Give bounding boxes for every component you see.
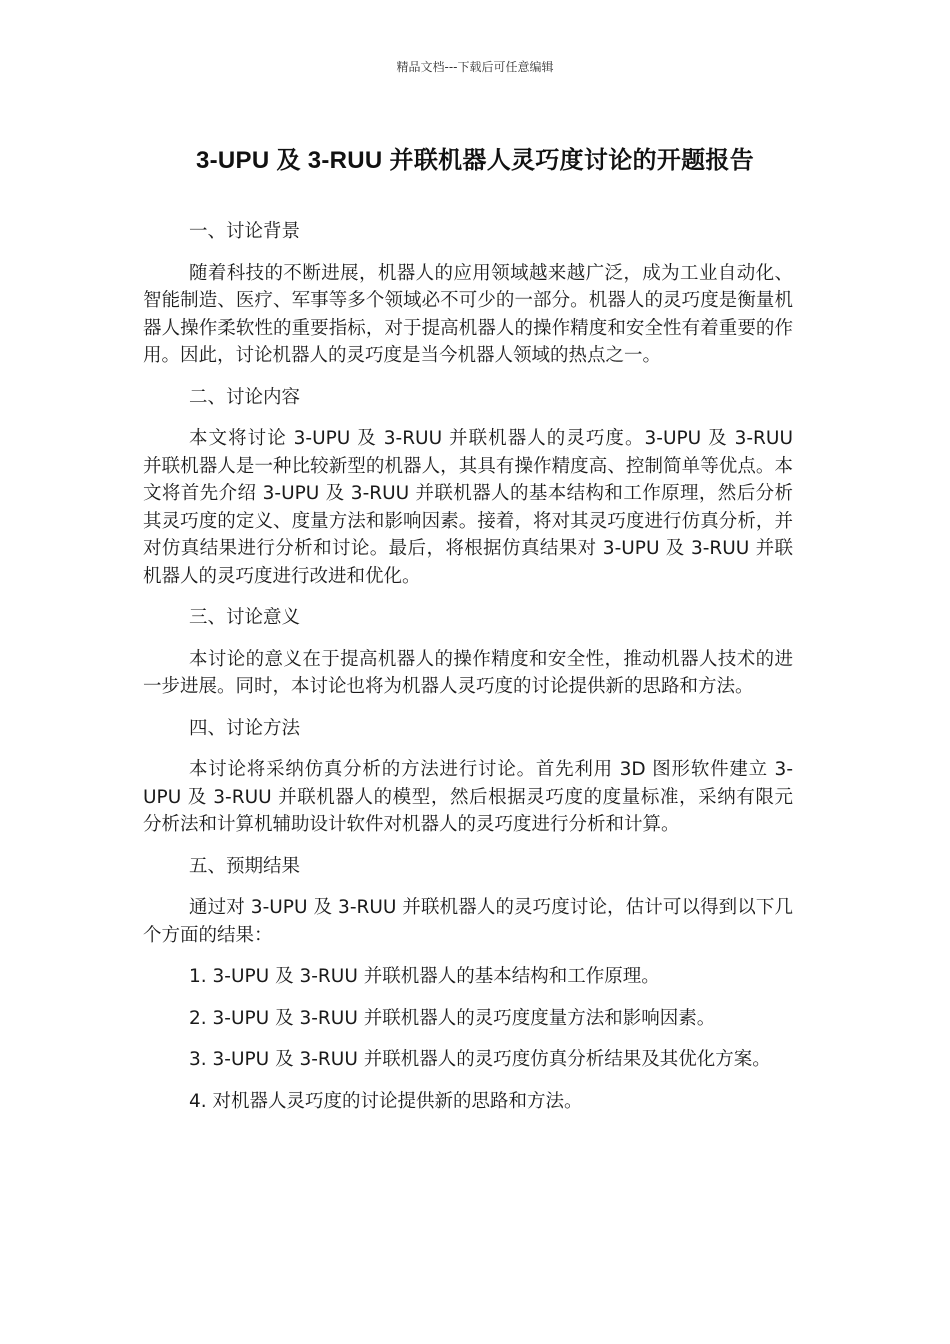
section-text-background: 随着科技的不断进展，机器人的应用领域越来越广泛，成为工业自动化、智能制造、医疗、军事等多个领域必不可少的一部分。机器人的灵巧度是衡量机器人操作柔软性的重要指标，对于提高机器人的操作精度和安全性有着重要的作用。因此，讨论机器人的灵巧度是当今机器人领域的热点之一。	[143, 262, 793, 366]
section-heading-results: 五、预期结果	[189, 855, 301, 877]
result-list-item: 3. 3-UPU 及 3-RUU 并联机器人的灵巧度仿真分析结果及其优化方案。	[189, 1049, 771, 1070]
section-text-results-intro: 通过对 3-UPU 及 3-RUU 并联机器人的灵巧度讨论，估计可以得到以下几个方面的结果：	[143, 897, 793, 946]
result-list-item: 2. 3-UPU 及 3-RUU 并联机器人的灵巧度度量方法和影响因素。	[189, 1007, 716, 1029]
document-title: 3-UPU 及 3-RUU 并联机器人灵巧度讨论的开题报告	[195, 147, 755, 174]
document-body	[143, 218, 793, 1129]
section-heading-method: 四、讨论方法	[189, 717, 301, 739]
section-heading-content: 二、讨论内容	[189, 386, 301, 408]
section-heading-significance: 三、讨论意义	[189, 607, 301, 628]
result-list-item: 1. 3-UPU 及 3-RUU 并联机器人的基本结构和工作原理。	[189, 966, 660, 987]
section-text-method: 本讨论将采纳仿真分析的方法进行讨论。首先利用 3D 图形软件建立 3-UPU 及 3-RUU 并联机器人的模型，然后根据灵巧度的度量标准，采纳有限元分析法和计算机辅助设计软件对机器人的灵巧度进行分析和计算。	[143, 759, 793, 835]
header-note: 精品文档---下载后可任意编辑	[396, 60, 554, 74]
section-text-significance: 本讨论的意义在于提高机器人的操作精度和安全性，推动机器人技术的进一步进展。同时，本讨论也将为机器人灵巧度的讨论提供新的思路和方法。	[143, 648, 793, 697]
section-heading-background: 一、讨论背景	[189, 221, 301, 242]
section-text-content: 本文将讨论 3-UPU 及 3-RUU 并联机器人的灵巧度。3-UPU 及 3-RUU 并联机器人是一种比较新型的机器人，其具有操作精度高、控制简单等优点。本文将首先介绍 3-UPU 及 3-RUU 并联机器人的基本结构和工作原理，然后分析其灵巧度的定义、度量方法和影响因素。接着，将对其灵巧度进行仿真分析，并对仿真结果进行分析和讨论。最后，将根据仿真结果对 3-UPU 及 3-RUU 并联机器人的灵巧度进行改进和优化。	[143, 428, 793, 587]
result-list-item: 4. 对机器人灵巧度的讨论提供新的思路和方法。	[189, 1090, 583, 1112]
